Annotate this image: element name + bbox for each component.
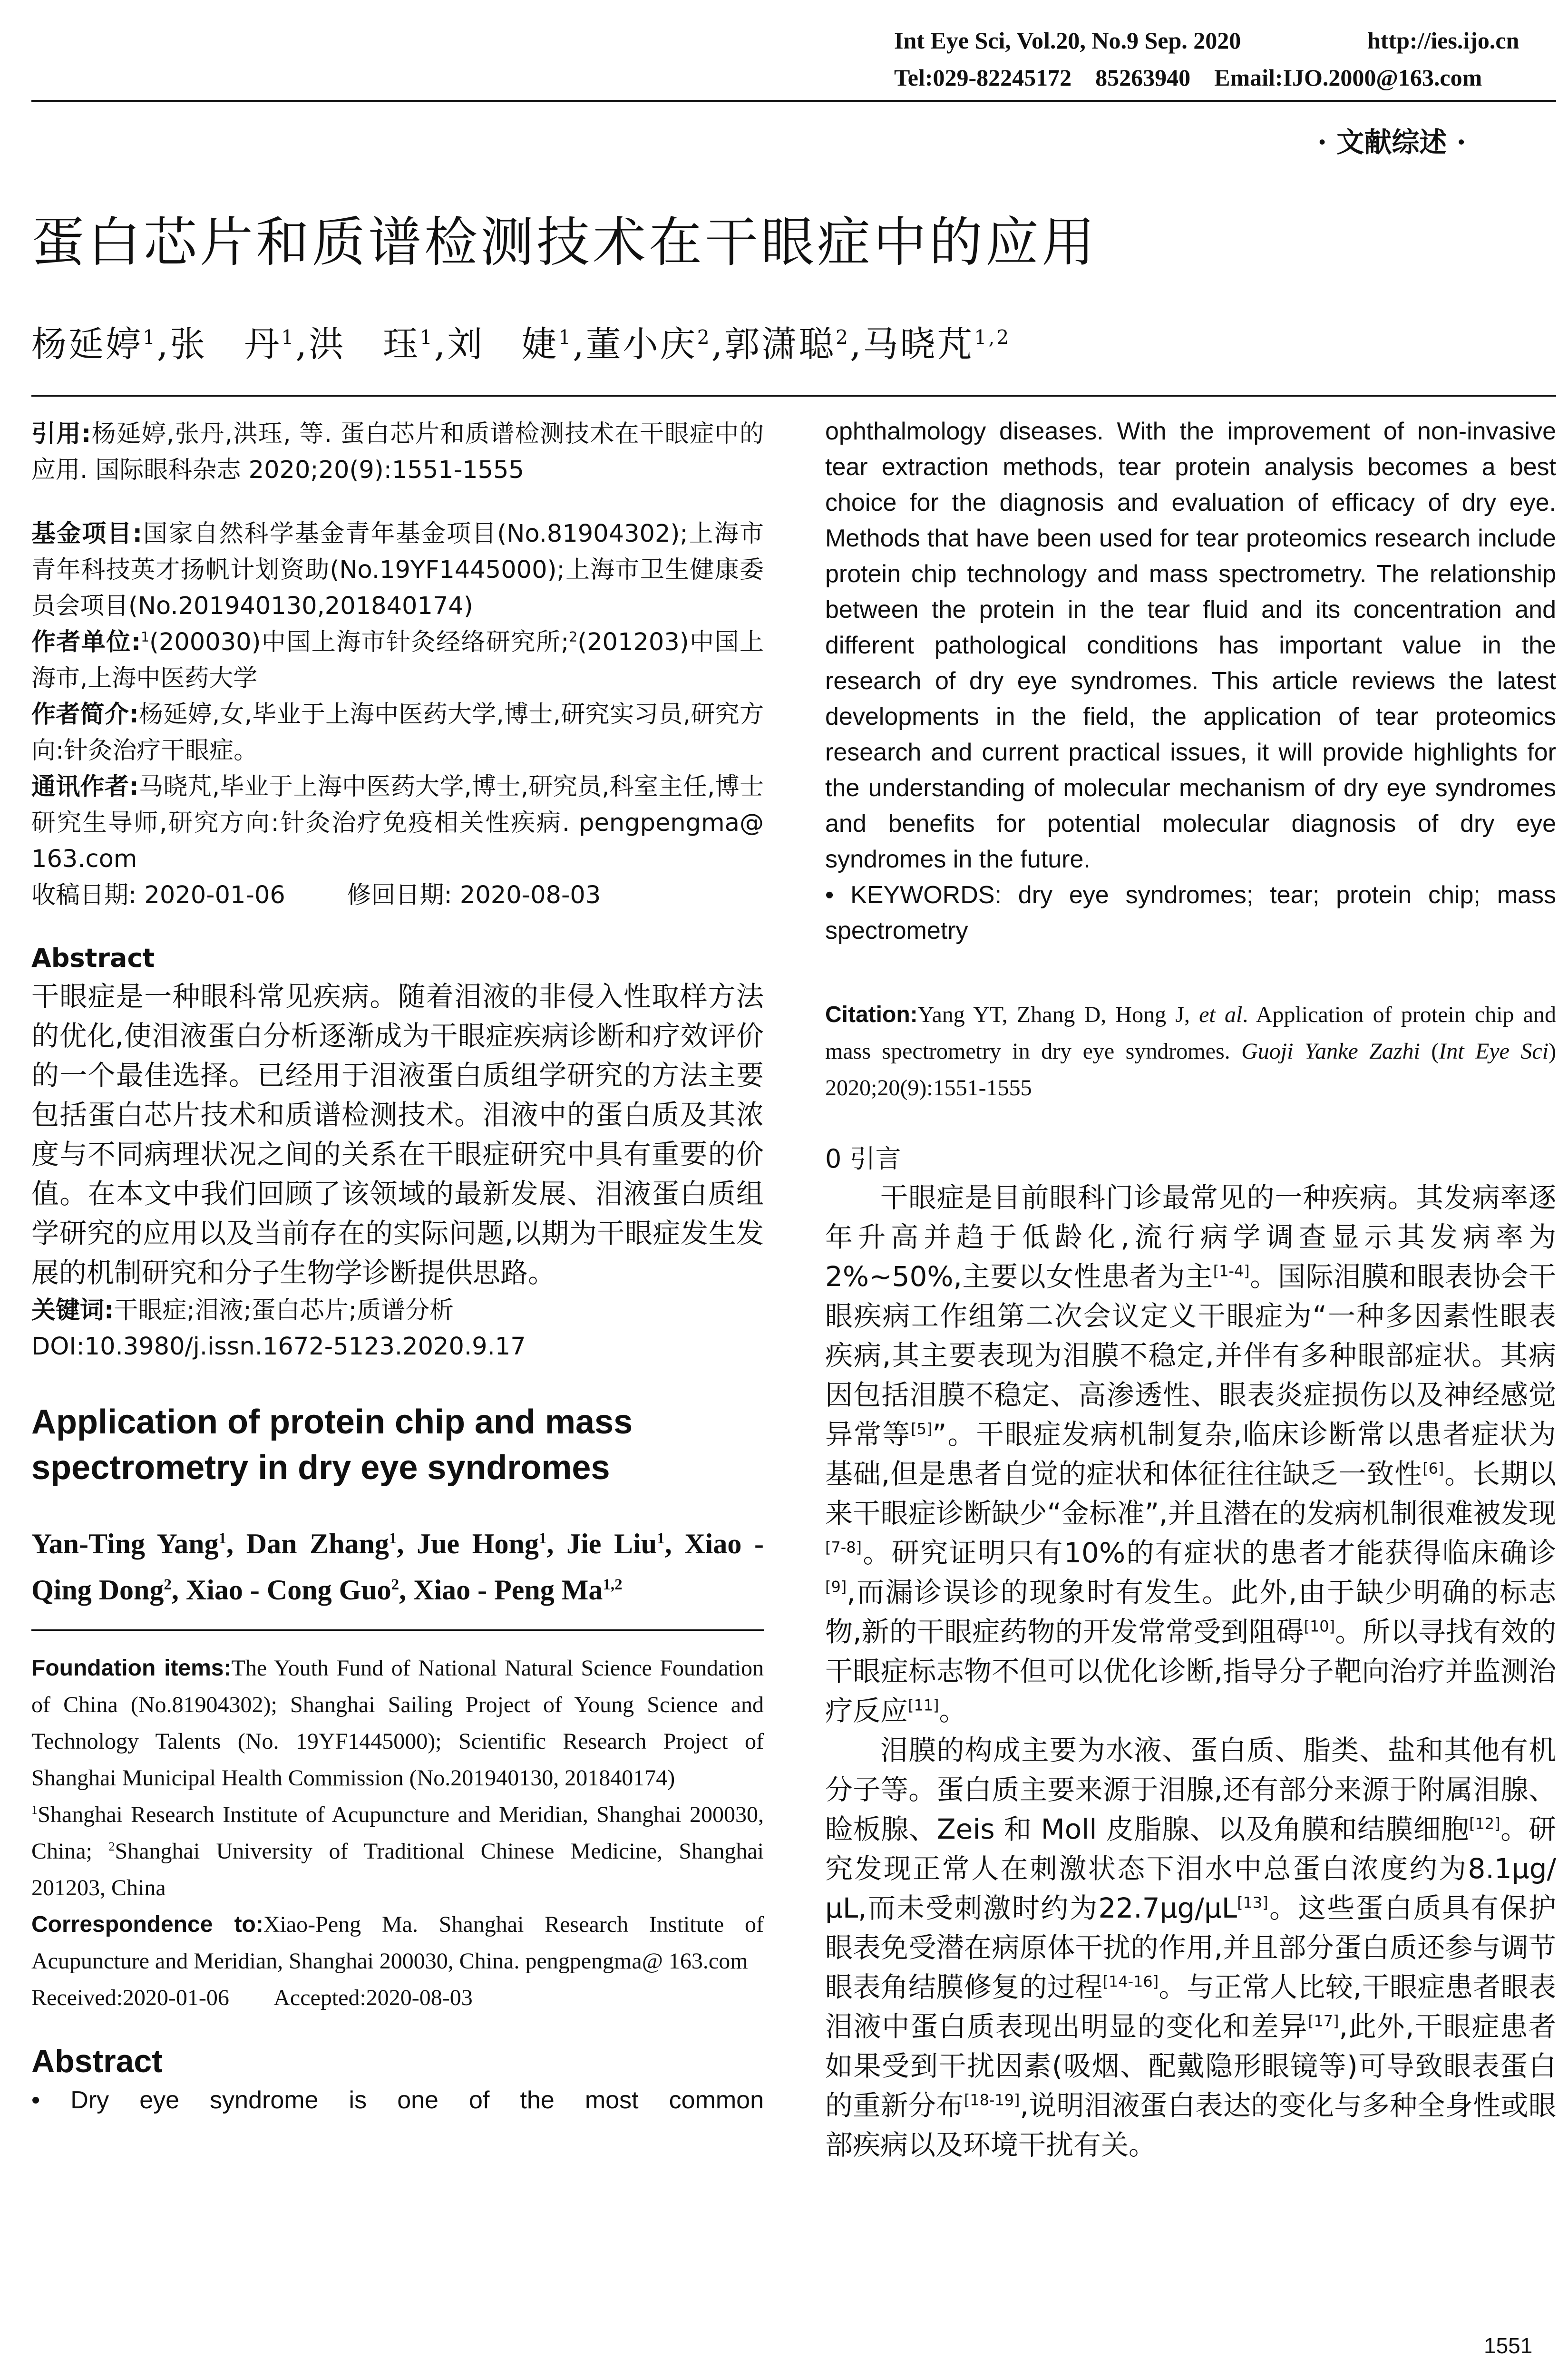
unit-zh <box>31 624 764 697</box>
author-affiliation: 1 <box>419 326 434 349</box>
unit-text: (201203)中国上海市,上海中医药大学 <box>31 628 764 692</box>
author-name: Jie Liu <box>566 1528 657 1559</box>
citation-journal: Guoji Yanke Zazhi <box>1241 1039 1420 1064</box>
unit-label: 作者单位: <box>31 628 141 656</box>
citation-en <box>825 996 1556 1106</box>
corr-zh <box>31 769 764 877</box>
author-name: Xiao - Peng Ma <box>413 1574 603 1606</box>
fund-text: 国家自然科学基金青年基金项目(No.81904302);上海市青年科技英才扬帆计划资助(No.19YF1445000);上海市卫生健康委员会项目(No.201940130,201840174) <box>31 520 764 620</box>
citation-ref[interactable]: [13] <box>1237 1893 1268 1912</box>
english-title: Application of protein chip and mass spectrometry in dry eye syndromes <box>31 1403 633 1487</box>
author-affiliation: 2 <box>697 326 711 349</box>
revised-zh: 修回日期: 2020-08-03 <box>347 881 601 909</box>
unit-sup: 2 <box>569 629 578 645</box>
author-affiliation: 1 <box>218 1530 227 1547</box>
keywords-text: 干眼症;泪液;蛋白芯片;质谱分析 <box>114 1296 454 1325</box>
left-column <box>31 416 764 2118</box>
journal-contact: Tel:029-82245172 85263940 Email:IJO.2000@163.com <box>894 64 1482 91</box>
citation-ref[interactable]: [1-4] <box>1213 1262 1250 1280</box>
author-name: 刘 婕 <box>447 324 559 365</box>
correspondence-text: Xiao-Peng Ma. Shanghai Research Institute of Acupuncture and Meridian, Shanghai 200030, China. pengpengma@ 163.com <box>31 1912 764 1974</box>
para-text: 。与正常人比较,干眼症患者眼表泪液中蛋白质表现出明显的变化和差异 <box>825 1971 1556 2043</box>
para-text: ,而漏诊误诊的现象时有发生。此外,由于缺少明确的标志物,新的干眼症药物的开发常常受到阻碍 <box>825 1576 1556 1648</box>
intro-heading: 0 引言 <box>825 1144 901 1174</box>
unit-sup: 1 <box>141 629 149 645</box>
citation-ref[interactable]: [6] <box>1422 1459 1444 1478</box>
author-affiliation: 1,2 <box>974 326 1011 349</box>
corr-label: 通讯作者: <box>31 773 139 801</box>
para-text: 干眼症是目前眼科门诊最常见的一种疾病。其发病率逐年升高并趋于低龄化,流行病学调查显示其发病率为2%~50%,主要以女性患者为主 <box>825 1181 1556 1293</box>
abstract-start-en: • Dry eye syndrome is one of the most common <box>31 2083 764 2118</box>
citation-etal: et al <box>1199 1002 1243 1027</box>
para-text: ,说明泪液蛋白表达的变化与多种全身性或眼部疾病以及环境干扰有关。 <box>825 2089 1556 2161</box>
received-zh: 收稿日期: 2020-01-06 <box>31 881 285 909</box>
citation-ref[interactable]: [9] <box>825 1578 847 1596</box>
author-name: 张 丹 <box>170 324 282 365</box>
foundation-en <box>31 1650 764 1796</box>
affiliations-en <box>31 1796 764 1906</box>
received-en: Received:2020-01-06 <box>31 1985 229 2010</box>
author-affiliation: 1 <box>143 326 157 349</box>
author-affiliation: 1 <box>281 326 296 349</box>
para-text: 。这些蛋白质具有保护眼表免受潜在病原体干扰的作用,并且部分蛋白质还参与调节眼表角结膜修复的过程 <box>825 1892 1556 2003</box>
citation-journal-abbr: Int Eye Sci <box>1439 1039 1549 1064</box>
aff-sup: 2 <box>108 1839 115 1853</box>
para-text: 。 <box>939 1695 967 1727</box>
citation-text-en: ) 2020;20(9):1551-1555 <box>825 1039 1557 1101</box>
doi[interactable]: DOI:10.3980/j.issn.1672-5123.2020.9.17 <box>31 1333 526 1361</box>
aff-text: Shanghai Research Institute of Acupuncture and Meridian, Shanghai 200030, China; <box>31 1802 764 1864</box>
aff-text: Shanghai University of Traditional Chinese Medicine, Shanghai 201203, China <box>31 1839 764 1900</box>
bio-label: 作者简介: <box>31 701 139 729</box>
keywords-zh <box>31 1293 764 1329</box>
citation-text-en: Yang YT, Zhang D, Hong J, <box>917 1002 1190 1027</box>
author-affiliation: 2 <box>164 1576 172 1593</box>
section-tag: · 文献综述 · <box>1317 126 1466 158</box>
corr-text: 马晓芃,毕业于上海中医药大学,博士,研究员,科室主任,博士研究生导师,研究方向:针灸治疗免疫相关性疾病. pengpengma@ 163.com <box>31 773 764 873</box>
page-number: 1551 <box>1484 2333 1533 2358</box>
correspondence-en <box>31 1906 764 1979</box>
abstract-zh: 干眼症是一种眼科常见疾病。随着泪液的非侵入性取样方法的优化,使泪液蛋白分析逐渐成为干眼症疾病诊断和疗效评价的一个最佳选择。已经用于泪液蛋白质组学研究的方法主要包括蛋白芯片技术和质谱检测技术。泪液中的蛋白质及其浓度与不同病理状况之间的关系在干眼症研究中具有重要的价值。在本文中我们回顾了该领域的最新发展、泪液蛋白质组学研究的应用以及当前存在的实际问题,以期为干眼症发生发展的机制研究和分子生物学诊断提供思路。 <box>31 980 764 1289</box>
keywords-label-en: KEYWORDS: <box>850 881 1002 909</box>
para-text: 。所以寻找有效的干眼症标志物不但可以优化诊断,指导分子靶向治疗并监测治疗反应 <box>825 1616 1556 1727</box>
citation-ref[interactable]: [5] <box>911 1420 933 1438</box>
citation-ref[interactable]: [10] <box>1304 1617 1335 1636</box>
page-title: 蛋白芯片和质谱检测技术在干眼症中的应用 <box>31 212 1098 273</box>
abstract-heading-zh: Abstract <box>31 943 155 973</box>
intro-body <box>825 1178 1556 2165</box>
citation-ref[interactable]: [7-8] <box>825 1538 862 1557</box>
unit-text: (200030)中国上海市针灸经络研究所; <box>149 628 569 656</box>
foundation-text: The Youth Fund of National Natural Science Foundation of China (No.81904302); Shanghai Sailing Project of Young Science and Technology Talents (No. 19YF1445000); Scientific Research Project of Shanghai Municipal Health Commission (No.201940130, 201840174) <box>31 1656 764 1791</box>
author-affiliation: 1 <box>538 1530 547 1547</box>
para-text: ,此外,干眼症患者如果受到干扰因素(吸烟、配戴隐形眼镜等)可导致眼表蛋白的重新分布 <box>825 2010 1556 2122</box>
keywords-text-en: dry eye syndromes; tear; protein chip; mass spectrometry <box>825 881 1556 945</box>
authors-en: Yan-Ting Yang$^1$, Dan Zhang$^1$, Jue Hong$^1$, Jie Liu$^1$, Xiao - Qing Dong$^2$, Xiao - Cong Guo$^2$, Xiao - Peng Ma$^{1,2}$ <box>31 1528 764 1606</box>
citation-ref[interactable]: [14-16] <box>1102 1972 1159 1991</box>
citation-text: 杨延婷,张丹,洪珏, 等. 蛋白芯片和质谱检测技术在干眼症中的应用. 国际眼科杂志 2020;20(9):1551-1555 <box>31 420 764 484</box>
para-text: ”。干眼症发病机制复杂,临床诊断常以患者症状为基础,但是患者自觉的症状和体征往往缺乏一致性 <box>825 1418 1556 1490</box>
authors-zh: 杨延婷$^1$,张 丹$^1$,洪 珏$^1$,刘 婕$^1$,董小庆$^2$,郭潇聪$^2$,马晓芃$^{1,2}$ <box>31 324 1011 365</box>
author-affiliation: 1 <box>657 1530 665 1547</box>
intro-paragraph-2 <box>825 1731 1556 2165</box>
para-text: 泪膜的构成主要为水液、蛋白质、脂类、盐和其他有机分子等。蛋白质主要来源于泪腺,还有部分来源于附属泪腺、睑板腺、Zeis 和 Moll 皮脂腺、以及角膜和结膜细胞 <box>825 1734 1556 1845</box>
dates-en <box>31 1979 764 2016</box>
author-name: Yan-Ting Yang <box>31 1528 219 1559</box>
journal-line: Int Eye Sci, Vol.20, No.9 Sep. 2020 <box>894 27 1241 54</box>
citation-ref[interactable]: [17] <box>1308 2012 1339 2030</box>
abstract-continuation-en: ophthalmology diseases. With the improvement of non-invasive tear extraction methods, tear protein analysis becomes a best choice for the diagnosis and evaluation of efficacy of dry eye. Methods that have been used for tear proteomics research include protein chip technology and mass spectrometry. The relationship between the protein in the tear fluid and its concentration and different pathological conditions has important value in the research of dry eye syndromes. This article reviews the latest developments in the field, the application of tear proteomics research and current practical issues, it will provide highlights for the understanding of molecular mechanism of dry eye syndromes and benefits for potential molecular diagnosis of dry eye syndromes in the future. <box>825 418 1556 873</box>
author-name: 马晓芃 <box>863 324 974 365</box>
right-column <box>825 414 1556 2165</box>
keywords-en <box>825 877 1556 949</box>
author-name: 董小庆 <box>585 324 697 365</box>
author-affiliation: 1 <box>389 1530 397 1547</box>
title-rule <box>31 395 1556 397</box>
para-text: 。国际泪膜和眼表协会干眼疾病工作组第二次会议定义干眼症为“一种多因素性眼表疾病,其主要表现为泪膜不稳定,并伴有多种眼部症状。其病因包括泪膜不稳定、高渗透性、眼表炎症损伤以及神经感觉异常等 <box>825 1260 1556 1451</box>
author-affiliation: 1 <box>558 326 573 349</box>
para-text: 。长期以来干眼症诊断缺少“金标准”,并且潜在的发病机制很难被发现 <box>825 1458 1556 1529</box>
author-affiliation: 2 <box>391 1576 399 1593</box>
dates-zh <box>31 877 764 914</box>
accepted-en: Accepted:2020-08-03 <box>273 1985 473 2010</box>
author-affiliation: 2 <box>836 326 850 349</box>
header-rule <box>31 100 1556 102</box>
fund-zh <box>31 516 764 624</box>
author-affiliation: 1,2 <box>603 1576 623 1593</box>
author-name: Xiao - Cong Guo <box>185 1574 391 1606</box>
citation-ref[interactable]: [12] <box>1469 1814 1500 1833</box>
citation-zh <box>31 416 764 488</box>
intro-paragraph-1 <box>825 1178 1556 1731</box>
author-name: Jue Hong <box>417 1528 539 1559</box>
author-name: 郭潇聪 <box>724 324 836 365</box>
citation-text-en: . Application of protein chip and mass spectrometry in dry eye syndromes. <box>825 1002 1557 1064</box>
journal-url[interactable]: http://ies.ijo.cn <box>1367 27 1519 54</box>
foundation-label: Foundation items: <box>31 1656 232 1681</box>
author-rule <box>31 1629 764 1631</box>
fund-label: 基金项目: <box>31 520 143 548</box>
citation-ref[interactable]: [18-19] <box>964 2091 1020 2109</box>
citation-bracket: ( <box>1431 1039 1439 1064</box>
keywords-label: 关键词: <box>31 1296 114 1325</box>
aff-sup: 1 <box>31 1802 38 1817</box>
citation-label-en: Citation: <box>825 1002 918 1027</box>
author-name: Dan Zhang <box>246 1528 389 1559</box>
bio-zh <box>31 697 764 769</box>
author-name: 洪 珏 <box>308 324 420 365</box>
citation-label: 引用: <box>31 420 91 448</box>
bio-text: 杨延婷,女,毕业于上海中医药大学,博士,研究实习员,研究方向:针灸治疗干眼症。 <box>31 701 764 765</box>
para-text: 。研究发现正常人在刺激状态下泪水中总蛋白浓度约为8.1μg/μL,而未受刺激时约为22.7μg/μL <box>825 1813 1556 1924</box>
author-name: Xiao - Qing Dong <box>31 1528 764 1606</box>
abstract-heading-en: Abstract <box>31 2043 163 2079</box>
citation-ref[interactable]: [11] <box>908 1696 939 1715</box>
author-name: 杨延婷 <box>31 324 143 365</box>
correspondence-label: Correspondence to: <box>31 1912 263 1937</box>
para-text: 。研究证明只有10%的有症状的患者才能获得临床确诊 <box>861 1537 1556 1569</box>
